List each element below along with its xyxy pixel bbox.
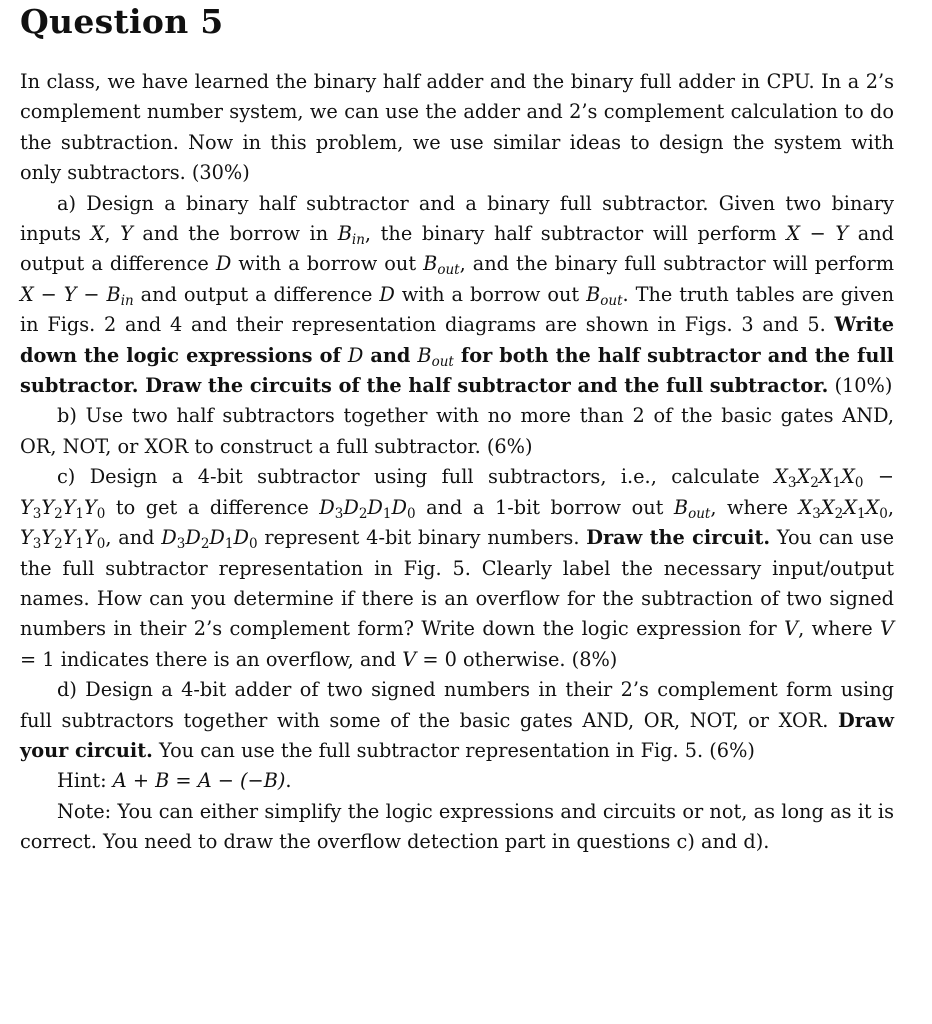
question-title: Question 5 [20, 2, 224, 41]
part-d-instruction: Draw your circuit. [20, 708, 894, 762]
part-d-paragraph: d) Design a 4-bit adder of two signed numbers in their 2’s complement form using full subtractors together with some of the basic gates AND, OR, NOT, or XOR. Draw your circuit. You can use the full subtractor representation in Fig. 5. (6%) [20, 678, 894, 762]
part-c-paragraph: c) Design a 4-bit subtractor using full subtractors, i.e., calculate $X_3X_2X_1X_0 - Y_3Y_2Y_1Y_0$ to get a difference $D_3D_2D_1D_0$ and a 1-bit borrow out $B_{out}$, where $X_3X_2X_1X_0$, $Y_3Y_2Y_1Y_0$, and $D_3D_2D_1D_0$ represent 4-bit binary numbers. Draw the circuit. You can use the full subtractor representation in Fig. 5. Clearly label the necessary input/output names. How can you determine if there is an overflow for the subtraction of two signed numbers in their 2’s complement form? Write down the logic expression for V, where V = 1 indicates there is an overflow, and V = 0 otherwise. (8%) [20, 465, 894, 671]
hint-line: Hint: A + B = A − (−B). [57, 769, 292, 793]
part-c-instruction: Draw the circuit. [586, 526, 771, 550]
note-paragraph: Note: You can either simplify the logic expressions and circuits or not, as long as it is correct. You need to draw the overflow detection part in questions c) and d). [20, 799, 894, 854]
hint-expression: A + B = A − (−B) [112, 769, 286, 793]
part-a-instruction: Write down the logic expressions of D and $B_{out}$ for both the half subtractor and the full subtractor. Draw the circuits of the half subtractor and the full subtractor. [20, 313, 894, 398]
part-b-paragraph: b) Use two half subtractors together with no more than 2 of the basic gates AND, OR, NOT, or XOR to construct a full subtractor. (6%) [20, 404, 894, 458]
question-body [20, 67, 894, 858]
intro-paragraph: In class, we have learned the binary half adder and the binary full adder in CPU. In a 2’s complement number system, we can use the adder and 2’s complement calculation to do the subtraction. Now in this problem, we use similar ideas to design the system with only subtractors. (30%) [20, 70, 894, 185]
part-a-paragraph: a) Design a binary half subtractor and a binary full subtractor. Given two binary inputs X, Y and the borrow in $B_{in}$, the binary half subtractor will perform X − Y and output a difference D with a borrow out $B_{out}$, and the binary full subtractor will perform $X - Y - B_{in}$ and output a difference D with a borrow out $B_{out}$. The truth tables are given in Figs. 2 and 4 and their representation diagrams are shown in Figs. 3 and 5. Write down the logic expressions of D and $B_{out}$ for both the half subtractor and the full subtractor. Draw the circuits of the half subtractor and the full subtractor. (10%) [20, 191, 894, 398]
